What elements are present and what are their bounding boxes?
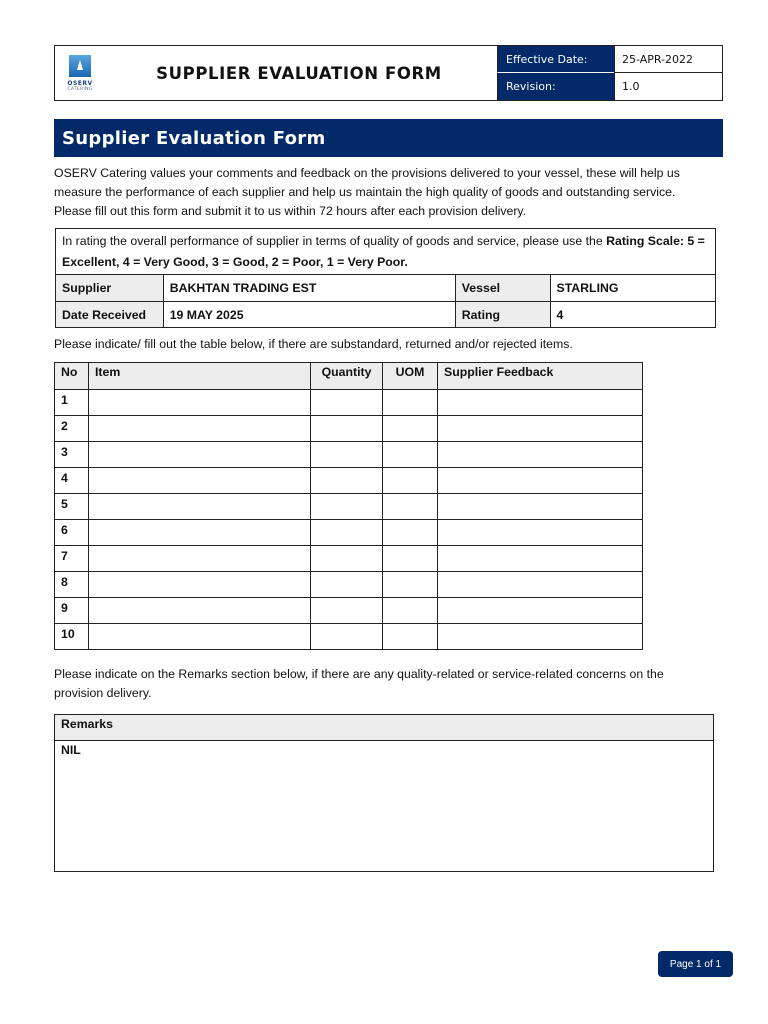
col-header-no: No	[55, 363, 88, 389]
item-feedback-cell[interactable]	[437, 442, 642, 467]
item-feedback-cell[interactable]	[437, 624, 642, 649]
supplier-label: Supplier	[56, 275, 163, 301]
item-name-cell[interactable]	[88, 572, 310, 597]
table-row	[55, 597, 642, 623]
revision-label: Revision:	[497, 73, 614, 100]
item-no-cell: 4	[61, 471, 68, 485]
item-quantity-cell[interactable]	[310, 390, 382, 415]
item-feedback-cell[interactable]	[437, 572, 642, 597]
remarks-box	[54, 714, 714, 872]
item-name-cell[interactable]	[88, 416, 310, 441]
item-uom-cell[interactable]	[382, 416, 437, 441]
logo-wordmark: OSERV	[67, 79, 93, 87]
col-header-item: Item	[88, 363, 310, 389]
item-no-cell: 9	[61, 601, 68, 615]
intro-paragraph: OSERV Catering values your comments and feedback on the provisions delivered to your vessel, these will help us measure the performance of each supplier and help us maintain the high quality of goods and outstanding service. Please fill out this form and submit it to us within 72 hours after each provision delivery.	[54, 166, 680, 218]
rating-scale-bold: Rating Scale: 5 = Excellent, 4 = Very Good, 3 = Good, 2 = Poor, 1 = Very Poor.	[62, 234, 705, 269]
item-quantity-cell[interactable]	[310, 598, 382, 623]
item-quantity-cell[interactable]	[310, 416, 382, 441]
item-name-cell[interactable]	[88, 624, 310, 649]
effective-date-label: Effective Date:	[497, 46, 614, 73]
item-name-cell[interactable]	[88, 520, 310, 545]
item-uom-cell[interactable]	[382, 520, 437, 545]
item-quantity-cell[interactable]	[310, 520, 382, 545]
table-row	[56, 301, 715, 327]
rating-scale-note	[56, 229, 715, 275]
item-name-cell[interactable]	[88, 390, 310, 415]
item-name-cell[interactable]	[88, 546, 310, 571]
remarks-label: Remarks	[55, 715, 713, 741]
item-feedback-cell[interactable]	[437, 520, 642, 545]
item-no-cell: 2	[61, 419, 68, 433]
item-feedback-cell[interactable]	[437, 546, 642, 571]
item-name-cell[interactable]	[88, 494, 310, 519]
item-uom-cell[interactable]	[382, 442, 437, 467]
item-uom-cell[interactable]	[382, 572, 437, 597]
col-header-quantity: Quantity	[310, 363, 382, 389]
item-name-cell[interactable]	[88, 468, 310, 493]
item-uom-cell[interactable]	[382, 598, 437, 623]
date-received-label: Date Received	[56, 302, 163, 327]
rating-table	[55, 228, 716, 328]
item-name-cell[interactable]	[88, 442, 310, 467]
item-feedback-cell[interactable]	[437, 390, 642, 415]
item-no-cell: 6	[61, 523, 68, 537]
table-row	[55, 545, 642, 571]
table-row	[55, 441, 642, 467]
supplier-value[interactable]: BAKHTAN TRADING EST	[163, 275, 455, 301]
item-no-cell: 10	[61, 627, 75, 641]
item-quantity-cell[interactable]	[310, 546, 382, 571]
item-uom-cell[interactable]	[382, 546, 437, 571]
col-header-uom: UOM	[382, 363, 437, 389]
table-row	[55, 467, 642, 493]
company-logo	[55, 46, 105, 100]
effective-date-value: 25-APR-2022	[614, 46, 722, 73]
table-row	[55, 623, 642, 649]
remarks-instruction: Please indicate on the Remarks section below, if there are any quality-related or service-related concerns on the provision delivery.	[54, 667, 664, 700]
item-name-cell[interactable]	[88, 598, 310, 623]
item-quantity-cell[interactable]	[310, 624, 382, 649]
item-no-cell: 3	[61, 445, 68, 459]
logo-subtitle: CATERING	[67, 86, 93, 92]
sail-logo-icon	[69, 55, 91, 77]
table-row	[55, 389, 642, 415]
item-quantity-cell[interactable]	[310, 442, 382, 467]
vessel-label: Vessel	[455, 275, 550, 301]
item-feedback-cell[interactable]	[437, 598, 642, 623]
table-row	[55, 571, 642, 597]
remarks-value[interactable]: NIL	[61, 743, 81, 757]
rating-label: Rating	[455, 302, 550, 327]
table-row	[56, 275, 715, 301]
col-header-feedback: Supplier Feedback	[437, 363, 642, 389]
vessel-value[interactable]: STARLING	[550, 275, 716, 301]
item-feedback-cell[interactable]	[437, 494, 642, 519]
item-no-cell: 8	[61, 575, 68, 589]
table-row	[55, 415, 642, 441]
rating-scale-text: In rating the overall performance of supplier in terms of quality of goods and service, please use the	[62, 234, 607, 248]
items-instruction: Please indicate/ fill out the table below, if there are substandard, returned and/or rejected items.	[54, 337, 573, 351]
item-uom-cell[interactable]	[382, 624, 437, 649]
item-uom-cell[interactable]	[382, 468, 437, 493]
revision-value: 1.0	[614, 73, 722, 100]
rating-value[interactable]: 4	[550, 302, 716, 327]
item-feedback-cell[interactable]	[437, 416, 642, 441]
item-quantity-cell[interactable]	[310, 494, 382, 519]
table-row	[55, 519, 642, 545]
items-table	[54, 362, 643, 650]
date-received-value[interactable]: 19 MAY 2025	[163, 302, 455, 327]
item-quantity-cell[interactable]	[310, 468, 382, 493]
item-no-cell: 1	[61, 393, 68, 407]
item-no-cell: 5	[61, 497, 68, 511]
section-banner: Supplier Evaluation Form	[54, 119, 723, 157]
item-feedback-cell[interactable]	[437, 468, 642, 493]
document-header	[54, 45, 723, 101]
items-table-header	[55, 363, 642, 389]
form-title: SUPPLIER EVALUATION FORM	[156, 63, 442, 83]
item-quantity-cell[interactable]	[310, 572, 382, 597]
page-number-badge: Page 1 of 1	[658, 951, 733, 977]
item-uom-cell[interactable]	[382, 494, 437, 519]
item-uom-cell[interactable]	[382, 390, 437, 415]
document-meta	[497, 46, 722, 100]
item-no-cell: 7	[61, 549, 68, 563]
table-row	[55, 493, 642, 519]
